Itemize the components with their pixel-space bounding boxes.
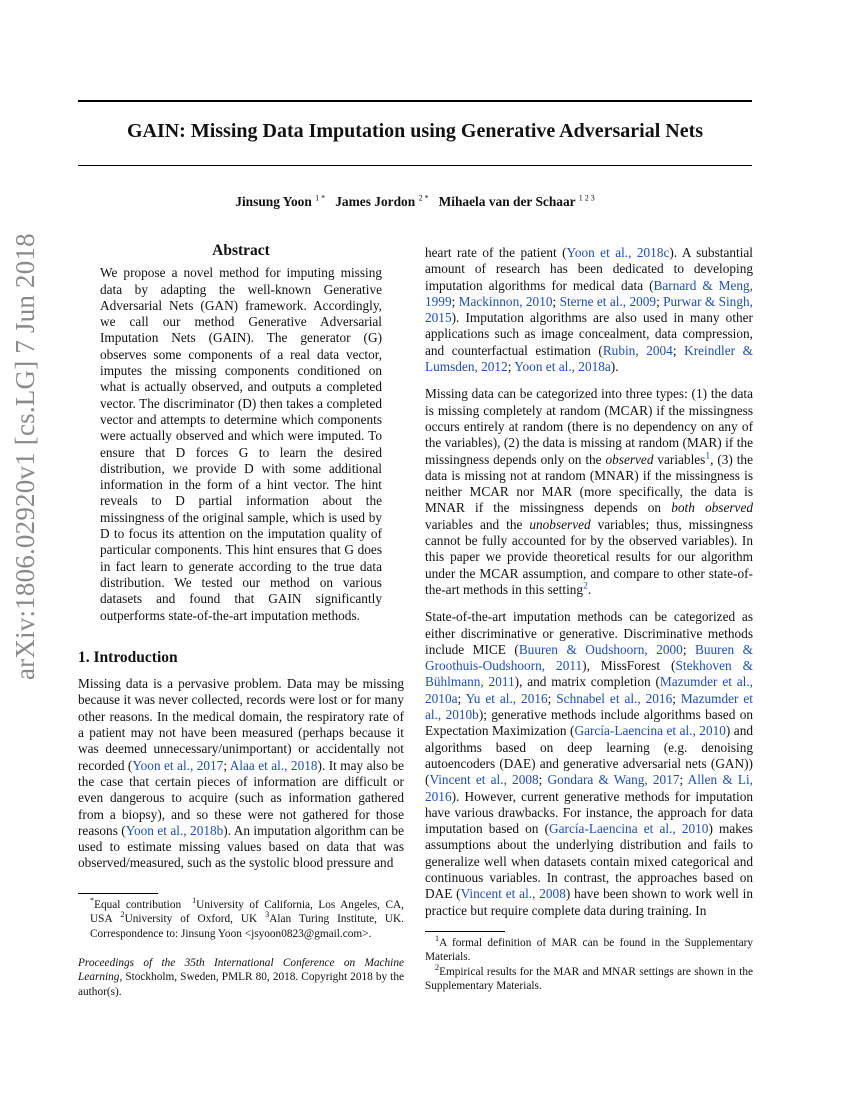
body-paragraph: [425, 245, 753, 375]
text-run: ). An imputation algorithm can be used to estimate missing values based on data that was observed/measured, such as the systolic blood pressure and: [78, 822, 404, 871]
correspondence-note: Correspondence to: Jinsung Yoon <jsyoon0823@gmail.com>.: [90, 927, 372, 940]
text-run: .: [587, 581, 592, 597]
text-run: ). Imputation algorithms are also used in many other applications such as image concealment, data compression, and counterfactual estimation (: [425, 310, 753, 358]
citation-link[interactable]: Buuren & Groothuis-Oudshoorn, 2011: [425, 641, 753, 674]
citation-link[interactable]: Barnard & Meng, 1999: [425, 277, 753, 309]
footnote-mark[interactable]: 1: [705, 450, 711, 462]
proceedings-note: [78, 956, 404, 999]
text-run: ) have been shown to work well in practice but require complete data during training. In: [425, 886, 753, 918]
citation-link[interactable]: Yoon et al., 2018c: [566, 245, 670, 260]
citation-link[interactable]: Yoon et al., 2017: [132, 757, 224, 773]
emphasis-text: both observed: [671, 500, 753, 516]
text-run: variables: [653, 451, 706, 467]
citation-link[interactable]: Vincent et al., 2008: [460, 886, 566, 902]
citation-link[interactable]: Alaa et al., 2018: [229, 757, 318, 773]
citation-link[interactable]: Allen & Li, 2016: [425, 772, 753, 804]
text-run: ). It may also be the case that certain pieces of information are difficult or even dangerous to acquire (such as information gathered from a biopsy), and so these were not gathered for those reasons (: [78, 757, 404, 838]
text-run: ). However, current generative methods for imputation have various drawbacks. For instance, the approach for data imputation based on (: [425, 788, 753, 837]
footnotes-right: [425, 936, 753, 994]
citation-link[interactable]: Buuren & Oudshoorn, 2000: [518, 641, 683, 657]
text-run: ;: [672, 342, 685, 358]
intro-paragraph: [78, 676, 404, 872]
section-heading-introduction: 1. Introduction: [78, 648, 178, 666]
citation-link[interactable]: Yu et al., 2016: [465, 690, 548, 706]
author-marks: 1 2 3: [578, 193, 595, 203]
author-name: Jinsung Yoon: [235, 194, 312, 209]
citation-link[interactable]: Sterne et al., 2009: [559, 293, 657, 309]
abstract-heading: Abstract: [212, 242, 270, 259]
text-run: ;: [682, 641, 696, 657]
citation-link[interactable]: Schnabel et al., 2016: [556, 690, 673, 706]
text-run: heart rate of the patient (: [425, 245, 567, 260]
emphasis-text: unobserved: [529, 516, 591, 532]
affiliation-1: University of California, Los Angeles, CA, USA: [90, 899, 404, 926]
paper-title: GAIN: Missing Data Imputation using Generative Adversarial Nets: [126, 120, 704, 142]
text-run: , (3) the data is missing not at random (MNAR) if the missingness is neither MCAR nor MAR (more specifically, the data is MNAR if the missingness depends on: [425, 451, 753, 516]
proceedings-venue: Proceedings of the 35th International Conference on Machine Learning: [78, 957, 404, 984]
text-run: ;: [538, 772, 548, 788]
body-paragraph: [425, 386, 753, 598]
citation-link[interactable]: Yoon et al., 2018b: [125, 822, 224, 838]
affiliation-3: Alan Turing Institute, UK.: [269, 913, 405, 926]
text-run: ) and algorithms based on deep learning (e.g. denoising autoencoders (DAE) and generative adversarial nets (GAN)) (: [425, 723, 753, 788]
author-list: [78, 194, 752, 210]
citation-link[interactable]: García-Laencina et al., 2010: [574, 723, 726, 739]
text-run: ;: [672, 690, 681, 706]
title-rule-top: [78, 100, 752, 102]
text-run: ); generative methods include algorithms based on Expectation Maximization (: [425, 707, 753, 739]
text-run: ).: [610, 359, 619, 375]
affiliation-2: University of Oxford, UK: [124, 913, 258, 926]
text-run: variables; thus, missingness cannot be fully accounted for by the observed variables). In this paper we provide theoretical results for our algorithm under the MCAR assumption, and compare to other state-of-the-art methods in this setting: [425, 516, 753, 597]
author-marks: 1 *: [315, 193, 326, 203]
title-rule-bottom: [78, 165, 752, 166]
text-run: variables and the: [425, 516, 530, 532]
citation-link[interactable]: Rubin, 2004: [602, 342, 673, 358]
text-run: State-of-the-art imputation methods can be categorized as either discriminative or generative. Discriminative methods include MICE (: [425, 609, 753, 657]
citation-link[interactable]: Mazumder et al., 2010b: [425, 690, 753, 723]
text-run: ;: [547, 690, 557, 706]
text-run: ;: [552, 293, 560, 309]
text-run: ), and matrix completion (: [514, 674, 660, 690]
arxiv-stamp: arXiv:1806.02920v1 [cs.LG] 7 Jun 2018: [10, 233, 40, 680]
author-name: James Jordon: [335, 194, 416, 209]
citation-link[interactable]: Yoon et al., 2018a: [514, 359, 611, 375]
body-paragraph: [425, 609, 753, 919]
text-run: Missing data can be categorized into three types: (1) the data is missing completely at random (MCAR) if the missingness occurs entirely at random (there is no dependency on any of the variables), (2) the data is missing at random (MAR) if the missingness depends only on the: [425, 386, 753, 467]
citation-link[interactable]: Purwar & Singh, 2015: [425, 293, 753, 326]
citation-link[interactable]: Vincent et al., 2008: [429, 772, 539, 788]
text-run: ;: [457, 690, 466, 706]
author-marks: 2 *: [418, 193, 429, 203]
text-run: ;: [656, 293, 664, 309]
affiliation-footnote: *Equal contribution $^1$University of California, Los Angeles, CA, USA $^2$University of Oxford, UK $^3$Alan Turing Institute, UK. Correspondence to: Jinsung Yoon <jsyoon0823@gmail.com>.: [90, 896, 405, 940]
citation-link[interactable]: García-Laencina et al., 2010: [549, 821, 709, 837]
equal-contribution-note: Equal contribution: [94, 899, 182, 911]
text-run: ), MissForest (: [582, 658, 676, 674]
text-run: ;: [507, 359, 515, 375]
footnote-2: $^2$Empirical results for the MAR and MNAR settings are shown in the Supplementary Materials.: [425, 963, 753, 993]
text-run: ;: [451, 293, 459, 309]
footnote-rule: [425, 931, 505, 932]
text-run: ). A substantial amount of research has been dedicated to developing imputation algorithms for medical data (: [425, 245, 753, 293]
text-run: ;: [679, 772, 688, 788]
right-column: [425, 245, 753, 930]
proceedings-details: , Stockholm, Sweden, PMLR 80, 2018. Copyright 2018 by the author(s).: [78, 971, 404, 998]
footnote-mark[interactable]: 2: [583, 580, 588, 592]
text-run: ) makes assumptions about the underlying distribution and fails to generalize well when datasets contain mixed categorical and continuous variables. In contrast, the approaches based on DAE (: [425, 821, 753, 902]
text-run: Missing data is a pervasive problem. Data may be missing because it was never collected, records were lost or for many other reasons. In the medical domain, the respiratory rate of a patient may not have been measured (perhaps because it was deemed unnecessary/unimportant) or accidentally not recorded (: [78, 676, 404, 773]
author-name: Mihaela van der Schaar: [438, 194, 576, 209]
emphasis-text: observed: [605, 451, 654, 467]
citation-link[interactable]: Stekhoven & Bühlmann, 2011: [425, 658, 753, 690]
text-run: ;: [223, 757, 230, 773]
left-column: [78, 243, 404, 883]
citation-link[interactable]: Gondara & Wang, 2017: [547, 772, 680, 788]
citation-link[interactable]: Mackinnon, 2010: [458, 293, 553, 309]
footnote-rule: [78, 893, 158, 894]
citation-link[interactable]: Mazumder et al., 2010a: [425, 674, 753, 706]
footnote-1: $^1$A formal definition of MAR can be found in the Supplementary Materials.: [425, 934, 753, 964]
citation-link[interactable]: Kreindler & Lumsden, 2012: [425, 342, 753, 375]
abstract-body: We propose a novel method for imputing missing data by adapting the well-known Generative Adversarial Nets (GAN) framework. Accordingly, we call our method Generative Adversarial Imputation Nets (GAIN). The generator (G) observes some components of a real data vector, imputes the missing components conditioned on what is actually observed, and outputs a completed vector. The discriminator (D) then takes a completed vector and attempts to determine which components were actually observed and which were imputed. To ensure that D forces G to learn the desired distribution, we provide D with some additional information in the form of a hint vector. The hint reveals to D partial information about the missingness of the original sample, which is used by D to focus its attention on the imputation quality of particular components. This hint ensures that G does in fact learn to generate according to the true data distribution. We tested our method on various datasets and found that GAIN significantly outperforms state-of-the-art imputation methods.: [100, 265, 382, 623]
